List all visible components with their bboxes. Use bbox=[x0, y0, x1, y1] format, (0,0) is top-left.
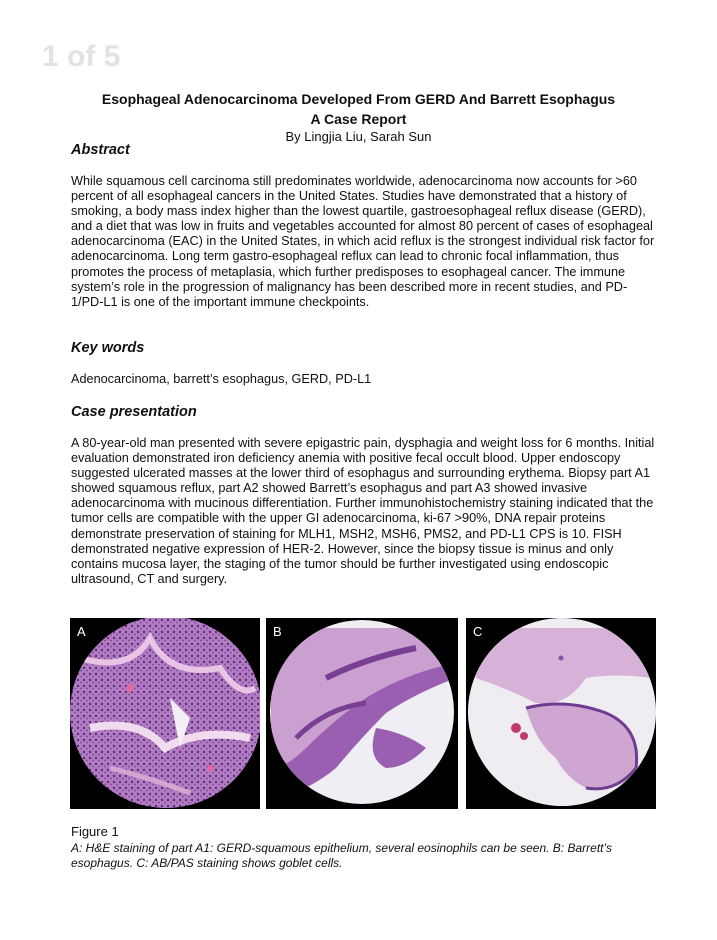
micrograph-he-squamous-icon bbox=[70, 618, 260, 809]
keywords-text: Adenocarcinoma, barrett’s esophagus, GERD, PD-L1 bbox=[71, 372, 372, 386]
paper-subtitle: A Case Report bbox=[310, 111, 407, 127]
paper-title: Esophageal Adenocarcinoma Developed From GERD And Barrett Esophagus bbox=[101, 91, 616, 107]
figure-panel-b bbox=[266, 618, 458, 809]
panel-label-c: C bbox=[473, 624, 483, 639]
case-heading: Case presentation bbox=[71, 404, 197, 420]
abstract-heading: Abstract bbox=[71, 142, 130, 158]
title-block bbox=[70, 89, 647, 145]
page-counter: 1 of 5 bbox=[42, 40, 121, 73]
keywords-heading: Key words bbox=[71, 340, 145, 356]
figure-label: Figure 1 bbox=[71, 824, 119, 839]
abstract-text: While squamous cell carcinoma still predominates worldwide, adenocarcinoma now accounts for >60 percent of all esophageal cancers in the United States. Studies have demonstrated that a history of smoking, a body mass index higher than the lowest quartile, gastroesophageal reflux disease (GERD), and a diet that was low in fruits and vegetables accounted for almost 80 percent of cases of esophageal adenocarcinoma (EAC) in the United States, in which acid reflux is the strongest individual risk factor for adenocarcinoma. Long term gastro-esophageal reflux can lead to chronic focal inflammation, thus promotes the process of metaplasia, which further predisposes to esophageal cancer. The immune system’s role in the progression of malignancy has been described more in recent studies, and PD-1/PD-L1 is one of the important immune checkpoints. bbox=[71, 174, 655, 309]
figure-panels bbox=[70, 618, 656, 810]
case-text: A 80-year-old man presented with severe epigastric pain, dysphagia and weight loss for 6 months. Initial evaluation demonstrated iron deficiency anemia with positive fecal occult blood. Upper endoscopy suggested ulcerated masses at the lower third of esophagus and surrounding erythema. Biopsy part A1 showed squamous reflux, part A2 showed Barrett’s esophagus and part A3 showed invasive adenocarcinoma with mucinous differentiation. Further immunohistochemistry staining indicated that the tumor cells are compatible with the upper GI adenocarcinoma, ki-67 >90%, DNA repair proteins demonstrate preservation of staining for MLH1, MSH2, MSH6, PMS2, and PD-L1 CPS is 10. FISH demonstrated negative expression of HER-2. However, since the biopsy tissue is minus and only contains mucosa layer, the staging of the tumor should be further investigated using endoscopic ultrasound, CT and surgery. bbox=[71, 436, 655, 586]
figure-panel-c bbox=[466, 618, 656, 809]
panel-label-b: B bbox=[273, 624, 282, 639]
figure-panel-a bbox=[70, 618, 260, 809]
panel-label-a: A bbox=[77, 624, 86, 639]
figure-caption: A: H&E staining of part A1: GERD-squamous epithelium, several eosinophils can be seen. B: Barrett’s esophagus. C: AB/PAS staining shows goblet cells. bbox=[71, 841, 612, 870]
authors: By Lingjia Liu, Sarah Sun bbox=[285, 129, 432, 144]
micrograph-abpas-icon bbox=[466, 618, 656, 809]
micrograph-barrett-icon bbox=[266, 618, 458, 809]
